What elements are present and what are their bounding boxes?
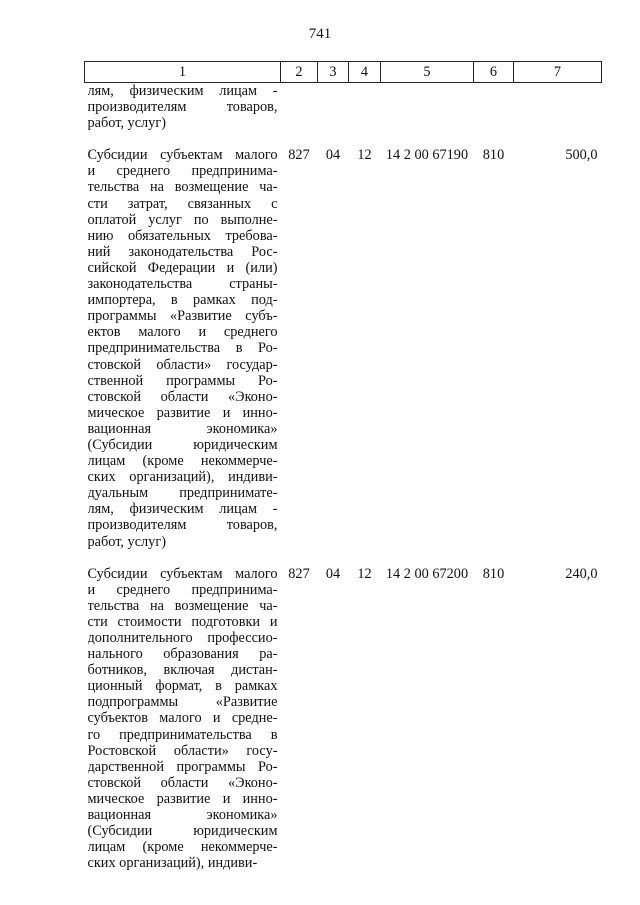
row-section-code: 04 (325, 565, 341, 582)
description-line: вационная экономика» (87, 807, 278, 824)
description-line: лям, физическим лицам - (87, 83, 278, 99)
row-spacer-cell (85, 550, 602, 566)
description-line: производителям товаров, (87, 517, 278, 534)
row-amount: 500,0 (565, 147, 598, 164)
row-section-code: 04 (325, 147, 341, 164)
row-subsection-code: 12 (357, 565, 372, 582)
row-spacer (85, 550, 602, 566)
description-line: (Субсидии юридическим (87, 436, 278, 453)
row-target-code: 14 2 00 67190 (385, 147, 469, 164)
row-expense-type-code: 810 (482, 147, 505, 164)
description-line: нию обязательных требова- (87, 227, 278, 244)
description-line: тельства на возмещение ча- (87, 179, 278, 196)
description-line: дарственной программы Ро- (87, 758, 278, 775)
description-line: работ, услуг) (87, 115, 166, 132)
row-ministry-code: 827 (288, 565, 310, 582)
description-line: лицам (кроме некоммерче- (87, 453, 278, 470)
column-header-section: 3 (318, 62, 349, 83)
description-line: производителям товаров, (87, 99, 278, 116)
description-line: ботников, включая дистан- (87, 662, 278, 679)
description-line: ний законодательства Рос- (87, 243, 278, 260)
description-line: сти стоимости подготовки и (87, 613, 278, 630)
description-line: субъектов малого и средне- (87, 710, 278, 727)
column-header-target: 5 (381, 62, 474, 83)
row-expense-type-code: 810 (482, 565, 505, 582)
description-line: Субсидии субъектам малого (87, 565, 278, 582)
row-section-code (318, 83, 349, 132)
description-line: мическое развитие и инно- (87, 790, 278, 807)
row-amount (514, 83, 602, 132)
description-line: ских организаций), индиви- (87, 469, 278, 486)
description-line: дополнительного профессио- (87, 630, 278, 646)
description-line: го предпринимательства в (87, 726, 278, 743)
description-line: Ростовской области» госу- (87, 742, 278, 759)
row-target-code (381, 83, 474, 132)
table-row (85, 83, 602, 132)
description-line: и среднего предпринима- (87, 163, 278, 180)
table-row (85, 566, 602, 872)
row-amount: 240,0 (565, 565, 598, 582)
description-line: ственной программы Ро- (87, 372, 278, 389)
description-line: сийской Федерации и (или) (87, 259, 278, 276)
description-line: тельства на возмещение ча- (87, 597, 278, 614)
description-line: предпринимательства в Ро- (87, 340, 278, 357)
table-row (85, 147, 602, 549)
description-line: сти затрат, связанных с (87, 195, 278, 212)
description-line: работ, услуг) (87, 533, 166, 550)
description-line: дуальным предпринимате- (87, 485, 278, 502)
description-line: стовской области «Эконо- (87, 774, 278, 791)
description-line: ектов малого и среднего (87, 324, 278, 341)
description-line: Субсидии субъектам малого (87, 147, 278, 164)
description-line: оплатой услуг по выполне- (87, 211, 278, 228)
row-description (85, 83, 281, 132)
page-number: 741 (308, 26, 332, 42)
description-line: вационная экономика» (87, 420, 278, 437)
column-header-name: 1 (85, 62, 281, 83)
description-line: подпрограммы «Развитие (87, 694, 278, 711)
row-ministry-code: 827 (288, 147, 310, 164)
description-line: и среднего предпринима- (87, 581, 278, 598)
header-row (85, 62, 602, 83)
description-line: ских организаций), индиви- (87, 855, 258, 872)
description-line: (Субсидии юридическим (87, 823, 278, 840)
column-header-amount: 7 (514, 62, 602, 83)
table-header (85, 62, 602, 83)
description-line: законодательства страны- (87, 276, 278, 293)
row-spacer-cell (85, 131, 602, 147)
table-body (85, 83, 602, 872)
row-spacer (85, 131, 602, 147)
description-line: программы «Развитие субъ- (87, 308, 278, 325)
row-subsection-code (349, 83, 381, 132)
row-description (85, 566, 281, 872)
description-line: лям, физическим лицам - (87, 501, 278, 518)
budget-table (84, 61, 602, 871)
column-header-ministry: 2 (281, 62, 318, 83)
row-subsection-code: 12 (357, 147, 372, 164)
description-line: ционный формат, в рамках (87, 678, 278, 695)
row-description (85, 147, 281, 549)
description-line: мическое развитие и инно- (87, 404, 278, 421)
column-header-subsection: 4 (349, 62, 381, 83)
row-ministry-code (281, 83, 318, 132)
row-target-code: 14 2 00 67200 (385, 565, 469, 582)
description-line: нального образования ра- (87, 646, 278, 663)
description-line: лицам (кроме некоммерче- (87, 839, 278, 856)
description-line: импортера, в рамках под- (87, 292, 278, 309)
row-expense-type-code (474, 83, 514, 132)
description-line: стовской области «Эконо- (87, 388, 278, 405)
column-header-expense-type: 6 (474, 62, 514, 83)
description-line: стовской области» государ- (87, 356, 278, 373)
